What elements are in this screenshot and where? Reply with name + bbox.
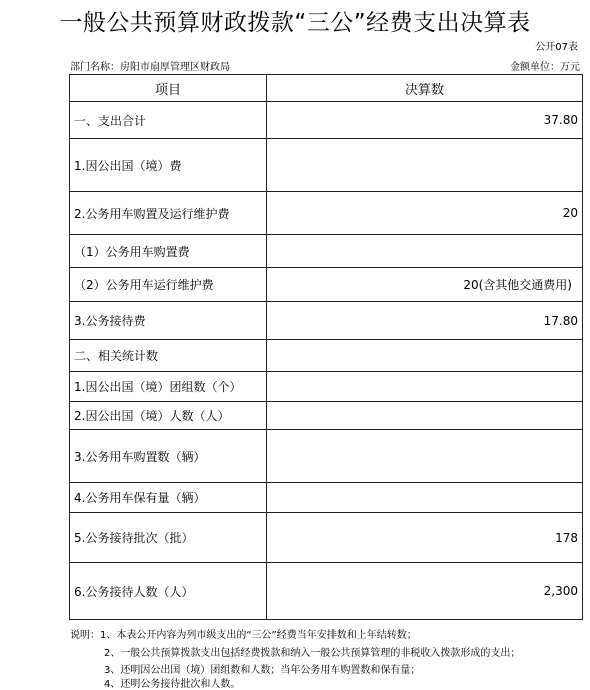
row-value: 178: [267, 513, 583, 563]
page-title: 一般公共预算财政拨款“三公”经费支出决算表: [59, 10, 531, 36]
column-header-item: 项目: [70, 75, 267, 102]
row-item: 6.公务接待人数（人）: [70, 563, 267, 620]
table-row: [70, 483, 583, 513]
row-value: 20(含其他交通费用): [267, 268, 583, 302]
note-4: 4、还明公务接待批次和人数。: [104, 679, 241, 690]
row-item: 二、相关统计数: [70, 340, 267, 372]
department-label: 部门名称：房阳市扇厚管理区财政局: [70, 62, 230, 73]
row-value: [267, 340, 583, 372]
row-value: [267, 483, 583, 513]
row-value: 37.80: [267, 102, 583, 139]
table-header-row: [70, 75, 583, 102]
table-row: [70, 102, 583, 139]
row-item: 3.公务接待费: [70, 302, 267, 340]
table-row: [70, 235, 583, 268]
row-item: 3.公务用车购置数（辆）: [70, 430, 267, 483]
row-value: [267, 139, 583, 192]
row-item: 一、支出合计: [70, 102, 267, 139]
table-row: [70, 192, 583, 235]
table-row: [70, 430, 583, 483]
table-row: [70, 402, 583, 430]
row-value: 20: [267, 192, 583, 235]
table-row: [70, 139, 583, 192]
row-item: （2）公务用车运行维护费: [70, 268, 267, 302]
table-row: [70, 268, 583, 302]
note-1: 说明：1、本表公开内容为列市级支出的“三公”经费当年安排数和上年结转数；: [70, 630, 417, 641]
expenditure-table: [69, 74, 583, 620]
row-item: 2.因公出国（境）人数（人）: [70, 402, 267, 430]
note-2: 2、一般公共预算拨款支出包括经费拨款和纳入一般公共预算管理的非税收入拨款形成的支出；: [104, 648, 521, 659]
table-row: [70, 302, 583, 340]
column-header-amount: 决算数: [267, 75, 583, 102]
note-3: 3、还明因公出国（境）团组数和人数；当年公务用车购置数和保有量；: [104, 665, 421, 676]
table-row: [70, 563, 583, 620]
row-value: [267, 430, 583, 483]
row-item: 4.公务用车保有量（辆）: [70, 483, 267, 513]
row-value: [267, 235, 583, 268]
table-row: [70, 340, 583, 372]
row-item: 2.公务用车购置及运行维护费: [70, 192, 267, 235]
form-number: 公开07表: [535, 42, 578, 53]
row-value: [267, 372, 583, 402]
row-value: 17.80: [267, 302, 583, 340]
unit-label: 金额单位：万元: [510, 62, 580, 73]
row-value: [267, 402, 583, 430]
row-item: （1）公务用车购置费: [70, 235, 267, 268]
table-row: [70, 513, 583, 563]
row-value: 2,300: [267, 563, 583, 620]
row-item: 1.因公出国（境）费: [70, 139, 267, 192]
row-item: 1.因公出国（境）团组数（个）: [70, 372, 267, 402]
table-row: [70, 372, 583, 402]
row-item: 5.公务接待批次（批）: [70, 513, 267, 563]
